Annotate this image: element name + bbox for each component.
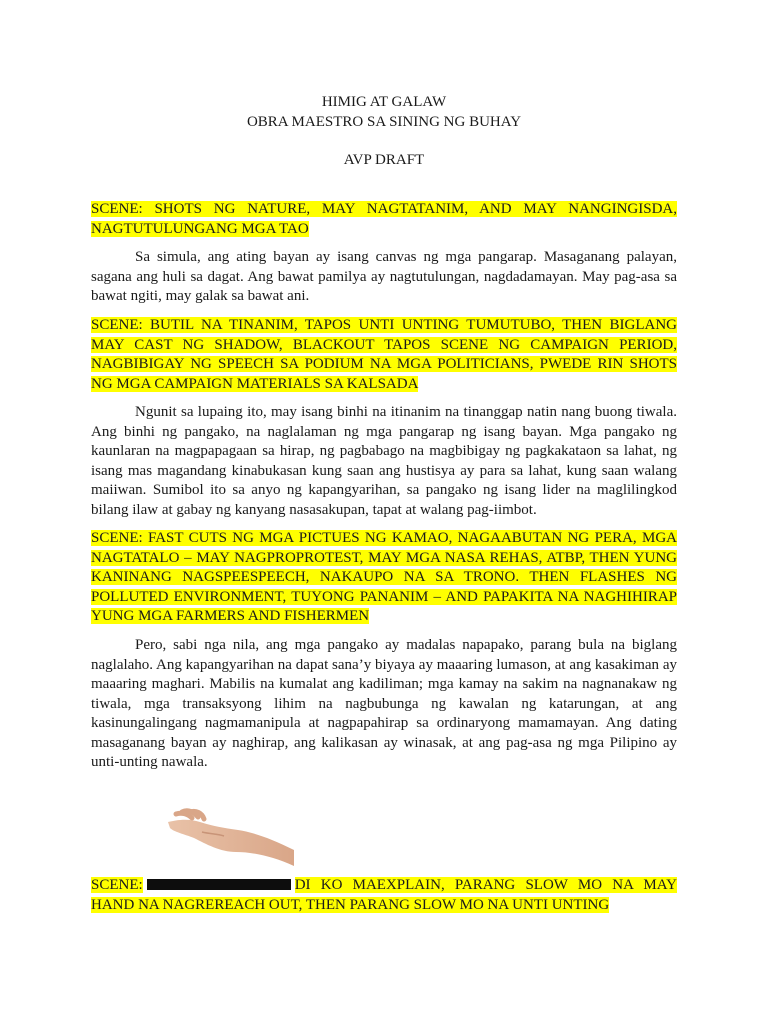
scene-direction-4 bbox=[91, 876, 677, 915]
scene-3-text: SCENE: FAST CUTS NG MGA PICTUES NG KAMAO, NAGAABUTAN NG PERA, MGA NAGTATALO – MAY NAGPROPROTEST, MAY MGA NASA REHAS, ATBP, THEN YUNG KANINANG NAGSPEESPEECH, NAKAUPO NA SA TRONO. THEN FLASHES NG POLLUTED ENVIRONMENT, TUYONG PANANIM – AND PAPAKITA NA NAGHIHIRAP YUNG MGA FARMERS AND FISHERMEN bbox=[91, 530, 677, 624]
narration-paragraph-2: Ngunit sa lupaing ito, may isang binhi na itinanim na tinanggap natin nang buong tiwala. Ang binhi ng pangako, na naglalaman ng mga pangarap ng isang bayan. Mga pangako ng kaunlaran na magpapagaan sa hirap, ng pagbabago na magbibigay ng pagkakataon sa lahat, ng isang mas magandang kinabukasan kung saan ang hustisya ay para sa lahat, kung saan walang maiiwan. Sumibol ito sa anyo ng kapangyarihan, sa pangako ng isang lider na maglilingkod bilang ilaw at gabay ng kanyang nasasakupan, tapat at walang pag-iimbot. bbox=[91, 404, 677, 518]
scene-4-text: DI KO MAEXPLAIN, PARANG SLOW MO NA MAY HAND NA NAGREREACH OUT, THEN PARANG SLOW MO NA UNTI UNTING bbox=[91, 877, 677, 913]
image-caption-bar bbox=[147, 879, 291, 890]
scene-2-text: SCENE: BUTIL NA TINANIM, TAPOS UNTI UNTING TUMUTUBO, THEN BIGLANG MAY CAST NG SHADOW, BLACKOUT TAPOS SCENE NG CAMPAIGN PERIOD, NAGBIBIGAY NG SPEECH SA PODIUM NA MGA POLITICIANS, PWEDE RIN SHOTS NG MGA CAMPAIGN MATERIALS SA KALSADA bbox=[91, 317, 677, 392]
scene-direction-2 bbox=[91, 316, 677, 394]
scene-direction-1 bbox=[91, 200, 677, 239]
document-page bbox=[91, 93, 677, 913]
narration-paragraph-1: Sa simula, ang ating bayan ay isang canvas ng mga pangarap. Masaganang palayan, sagana ang huli sa dagat. Ang bawat pamilya ay nagtutulungan, nagdadamayan. May pag-asa sa bawat ngiti, may galak sa bawat ani. bbox=[91, 249, 677, 304]
scene-1-text: SCENE: SHOTS NG NATURE, MAY NAGTATANIM, AND MAY NANGINGISDA, NAGTUTULUNGANG MGA TAO bbox=[91, 201, 677, 237]
document-title bbox=[91, 93, 677, 171]
narration-paragraph-3: Pero, sabi nga nila, ang mga pangako ay madalas napapako, parang bula na biglang naglalaho. Ang kapangyarihan na dapat sana’y biyaya ay maaaring lumason, at ang kasakiman ay maaaring maghari. Mabilis na kumalat ang kadiliman; mga kamay na sakim na nagnanakaw ng tiwala, mga transaksyong lihim na nagbubunga ng kawalan ng katarungan, at ang kasinungalingang nagmamanipula at nagpapahirap sa ordinaryong mamamayan. Ang dating masaganang bayan ay naghirap, ang kalikasan ay winasak, at ang pag-asa ng mga Pilipino ay unti-unting nawala. bbox=[91, 637, 677, 770]
hand-reaching-image bbox=[154, 782, 294, 872]
title-line-2: OBRA MAESTRO SA SINING NG BUHAY bbox=[246, 113, 522, 130]
scene-4-prefix: SCENE: bbox=[91, 877, 143, 893]
document-subtitle: AVP DRAFT bbox=[343, 152, 425, 168]
hand-icon bbox=[154, 782, 294, 872]
scene-direction-3 bbox=[91, 529, 677, 627]
title-line-1: HIMIG AT GALAW bbox=[321, 94, 447, 110]
